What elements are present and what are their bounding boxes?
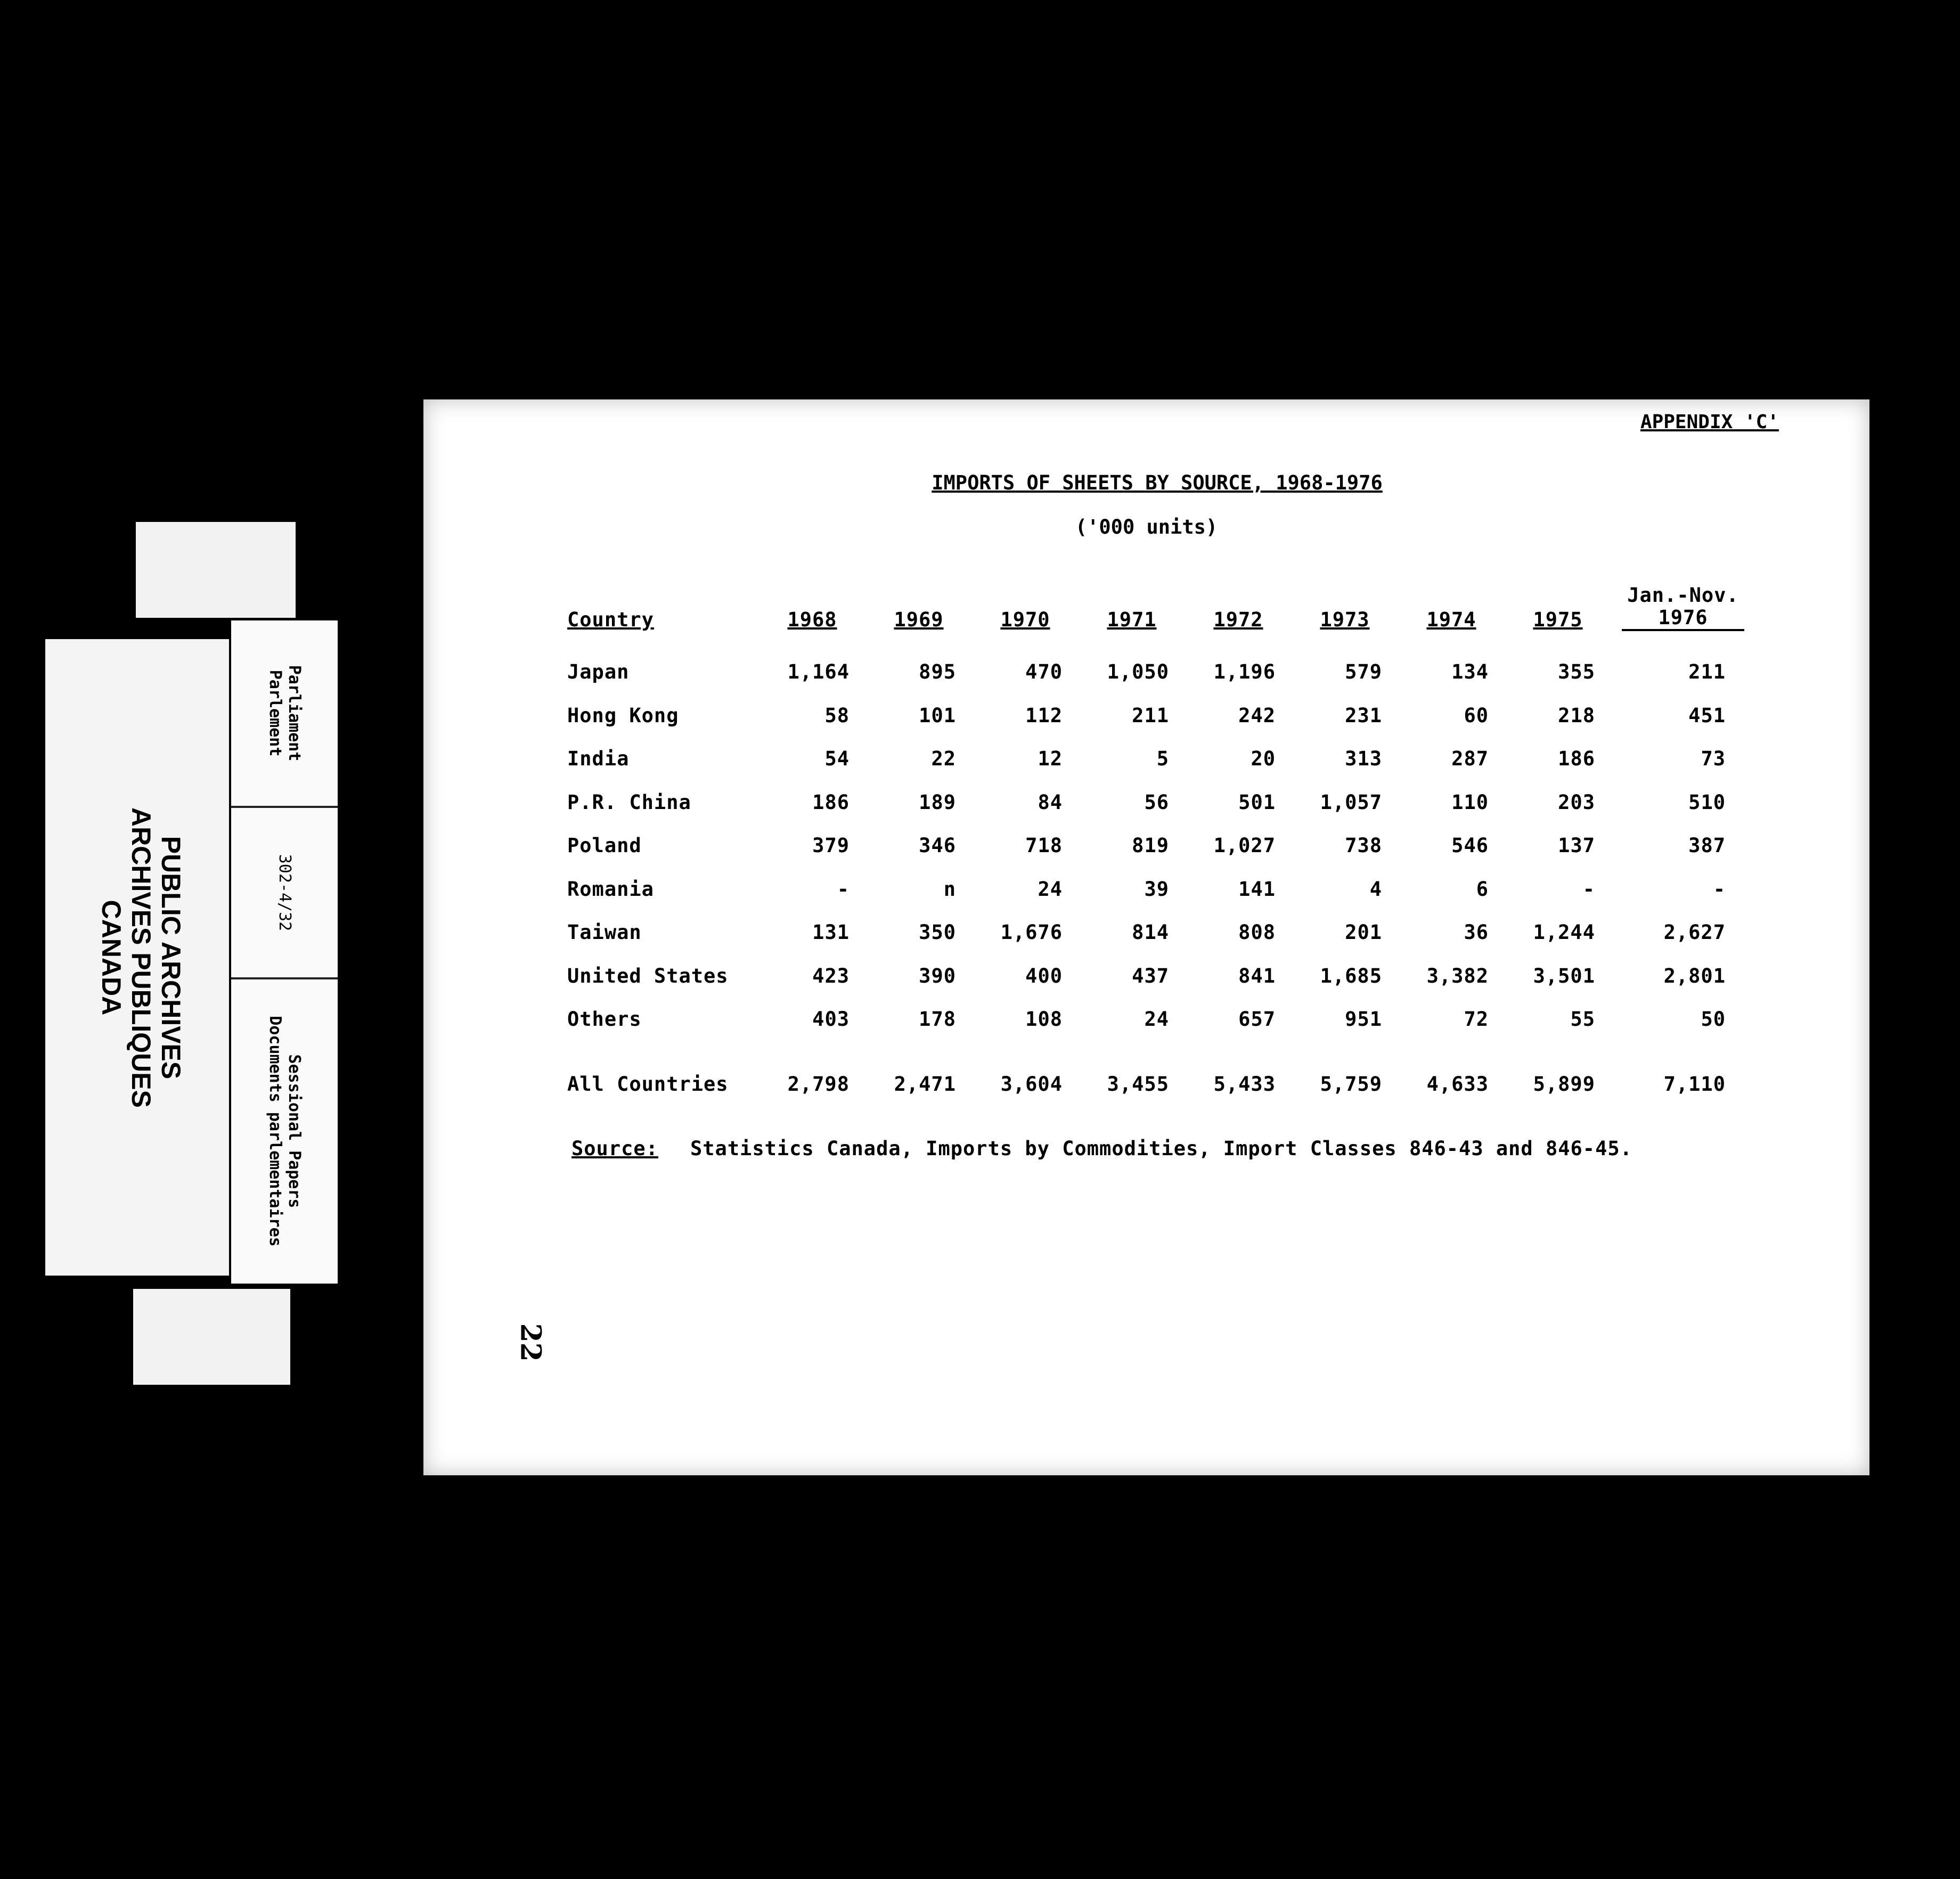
cell-value: 657	[1238, 1008, 1276, 1031]
cell-value: 4,633	[1426, 1072, 1489, 1096]
cell-value: 189	[919, 790, 956, 814]
cell-value: 201	[1345, 921, 1382, 944]
cell-value: 718	[1025, 834, 1063, 857]
cell-value: 808	[1238, 921, 1276, 944]
cell-value: 1,050	[1107, 660, 1169, 684]
cell-value: 24	[1038, 877, 1063, 901]
cell-value: 355	[1558, 660, 1595, 684]
cell-value: 510	[1688, 790, 1726, 814]
cell-country: Taiwan	[567, 921, 642, 944]
cell-value: 211	[1132, 704, 1169, 727]
cell-value: 5	[1156, 747, 1169, 771]
header-year	[1185, 557, 1292, 631]
table-row	[567, 824, 1755, 868]
cell-value: 2,627	[1663, 921, 1726, 944]
archive-label-sessional	[231, 979, 338, 1283]
archive-label	[45, 639, 237, 1276]
cell-value: 1,196	[1213, 660, 1276, 684]
cell-country: Romania	[567, 877, 654, 901]
cell-value: n	[943, 877, 956, 901]
cell-value: 56	[1144, 790, 1169, 814]
header-year-text: 1971	[1107, 608, 1157, 631]
cell-value: 3,501	[1533, 964, 1595, 987]
header-year-text: 1972	[1213, 608, 1263, 631]
header-jan-nov: Jan.-Nov.	[1627, 584, 1739, 607]
cell-country: Japan	[567, 660, 630, 684]
header-year	[759, 557, 865, 631]
cell-country: Others	[567, 1008, 642, 1031]
cell-value: 55	[1570, 1008, 1595, 1031]
table-row	[567, 631, 1755, 694]
archive-label-line-3: CANADA	[96, 900, 126, 1015]
cell-value: 12	[1038, 747, 1063, 771]
spacer-cell	[567, 1041, 1755, 1063]
cell-value: 2,801	[1663, 964, 1726, 987]
sessional-en: Sessional Papers	[285, 1054, 304, 1208]
cell-value: 1,685	[1320, 964, 1382, 987]
table-row	[567, 911, 1755, 954]
cell-value: 231	[1345, 704, 1382, 727]
parliament-en: Parliament	[285, 665, 304, 762]
cell-value: 814	[1132, 921, 1169, 944]
source-note	[571, 1137, 1632, 1160]
cell-country: Poland	[567, 834, 642, 857]
cell-country: Hong Kong	[567, 704, 679, 727]
cell-value: 437	[1132, 964, 1169, 987]
header-jan-nov-1976	[1611, 557, 1755, 631]
archive-label-tab-bottom	[133, 1289, 290, 1385]
table-row	[567, 954, 1755, 998]
table-header-row	[567, 557, 1755, 631]
table-spacer-row	[567, 1041, 1755, 1063]
cell-value: 73	[1701, 747, 1726, 771]
archive-label-line-1: PUBLIC ARCHIVES	[156, 836, 186, 1079]
table-row	[567, 868, 1755, 911]
cell-country: P.R. China	[567, 790, 691, 814]
header-year-text: 1973	[1320, 608, 1370, 631]
cell-value: 1,057	[1320, 790, 1382, 814]
cell-value: 287	[1451, 747, 1489, 771]
cell-value: 1,164	[787, 660, 850, 684]
cell-value: 178	[919, 1008, 956, 1031]
table-row	[567, 694, 1755, 738]
source-text: Statistics Canada, Imports by Commodities, Import Classes 846-43 and 846-45.	[690, 1137, 1632, 1160]
cell-value: 387	[1688, 834, 1726, 857]
cell-value: 7,110	[1663, 1072, 1726, 1096]
cell-value: 895	[919, 660, 956, 684]
cell-value: 84	[1038, 790, 1063, 814]
cell-value: 54	[824, 747, 850, 771]
header-year-text: 1969	[894, 608, 944, 631]
cell-value: 1,027	[1213, 834, 1276, 857]
cell-value: 470	[1025, 660, 1063, 684]
cell-value: 131	[812, 921, 850, 944]
cell-value: 203	[1558, 790, 1595, 814]
cell-value: 546	[1451, 834, 1489, 857]
header-year	[1079, 557, 1185, 631]
cell-value: 390	[919, 964, 956, 987]
cell-value: 137	[1558, 834, 1595, 857]
parliament-fr: Parlement	[266, 669, 284, 757]
cell-value: 451	[1688, 704, 1726, 727]
cell-value: 60	[1464, 704, 1489, 727]
archive-label-sessional-text	[265, 1016, 304, 1246]
cell-value: 36	[1464, 921, 1489, 944]
cell-value: 112	[1025, 704, 1063, 727]
cell-value: 3,382	[1426, 964, 1489, 987]
archive-reference-number: 302-4/32	[275, 854, 294, 932]
cell-value: 110	[1451, 790, 1489, 814]
header-year-text: 1968	[787, 608, 837, 631]
cell-value: 22	[931, 747, 956, 771]
cell-value: 5,759	[1320, 1072, 1382, 1096]
cell-value: 101	[919, 704, 956, 727]
cell-value: 313	[1345, 747, 1382, 771]
cell-value: 108	[1025, 1008, 1063, 1031]
header-year	[972, 557, 1079, 631]
archive-label-title	[96, 807, 186, 1108]
archive-label-line-2: ARCHIVES PUBLIQUES	[126, 807, 156, 1108]
cell-value: 1,676	[1000, 921, 1063, 944]
cell-value: 951	[1345, 1008, 1382, 1031]
cell-value: 403	[812, 1008, 850, 1031]
table-row	[567, 998, 1755, 1041]
cell-value: -	[1582, 877, 1595, 901]
header-1976: 1976	[1622, 607, 1744, 631]
header-country-text: Country	[567, 608, 654, 631]
cell-value: 579	[1345, 660, 1382, 684]
cell-value: 5,899	[1533, 1072, 1595, 1096]
cell-value: 58	[824, 704, 850, 727]
header-year-text: 1970	[1000, 608, 1050, 631]
cell-value: 350	[919, 921, 956, 944]
cell-value: 72	[1464, 1008, 1489, 1031]
cell-value: 738	[1345, 834, 1382, 857]
header-year	[1292, 557, 1398, 631]
cell-value: 141	[1238, 877, 1276, 901]
cell-value: 2,798	[787, 1072, 850, 1096]
cell-value: 2,471	[894, 1072, 956, 1096]
appendix-label: APPENDIX 'C'	[1640, 411, 1779, 433]
table-total-row	[567, 1063, 1755, 1106]
cell-value: 6	[1476, 877, 1489, 901]
header-year-text: 1974	[1426, 608, 1476, 631]
cell-value: -	[1713, 877, 1726, 901]
cell-value: 379	[812, 834, 850, 857]
cell-value: 134	[1451, 660, 1489, 684]
archive-label-tab-top	[136, 522, 296, 618]
cell-country: India	[567, 747, 630, 771]
cell-value: 242	[1238, 704, 1276, 727]
cell-value: 186	[812, 790, 850, 814]
document-title-text: IMPORTS OF SHEETS BY SOURCE, 1968-1976	[932, 471, 1383, 494]
header-year-text: 1975	[1533, 608, 1583, 631]
document-title	[423, 471, 1869, 494]
cell-country: United States	[567, 964, 729, 987]
cell-value: 346	[919, 834, 956, 857]
cell-value: 819	[1132, 834, 1169, 857]
cell-value: 3,604	[1000, 1072, 1063, 1096]
archive-label-strip	[229, 620, 338, 1284]
page-number: 22	[514, 1323, 547, 1362]
header-country	[567, 557, 759, 631]
cell-value: 39	[1144, 877, 1169, 901]
table-row	[567, 781, 1755, 824]
cell-value: 3,455	[1107, 1072, 1169, 1096]
archive-label-parliament	[231, 620, 338, 808]
cell-value: 211	[1688, 660, 1726, 684]
cell-value: -	[837, 877, 850, 901]
cell-value: 5,433	[1213, 1072, 1276, 1096]
cell-value: 186	[1558, 747, 1595, 771]
header-year	[1505, 557, 1611, 631]
cell-value: 501	[1238, 790, 1276, 814]
sessional-fr: Documents parlementaires	[266, 1016, 284, 1247]
header-year	[1398, 557, 1505, 631]
cell-country: All Countries	[567, 1072, 729, 1096]
cell-value: 1,244	[1533, 921, 1595, 944]
table-body	[567, 631, 1755, 1106]
cell-value: 841	[1238, 964, 1276, 987]
cell-value: 423	[812, 964, 850, 987]
document-page	[423, 399, 1869, 1475]
cell-value: 400	[1025, 964, 1063, 987]
cell-value: 50	[1701, 1008, 1726, 1031]
archive-label-parliament-text	[265, 665, 304, 762]
cell-value: 218	[1558, 704, 1595, 727]
source-label: Source:	[571, 1137, 658, 1160]
document-subtitle: ('000 units)	[1075, 516, 1218, 538]
cell-value: 24	[1144, 1008, 1169, 1031]
archive-label-reference	[231, 808, 338, 979]
imports-table	[567, 557, 1755, 1106]
table-row	[567, 737, 1755, 781]
header-year	[865, 557, 972, 631]
cell-value: 4	[1369, 877, 1382, 901]
cell-value: 20	[1251, 747, 1276, 771]
